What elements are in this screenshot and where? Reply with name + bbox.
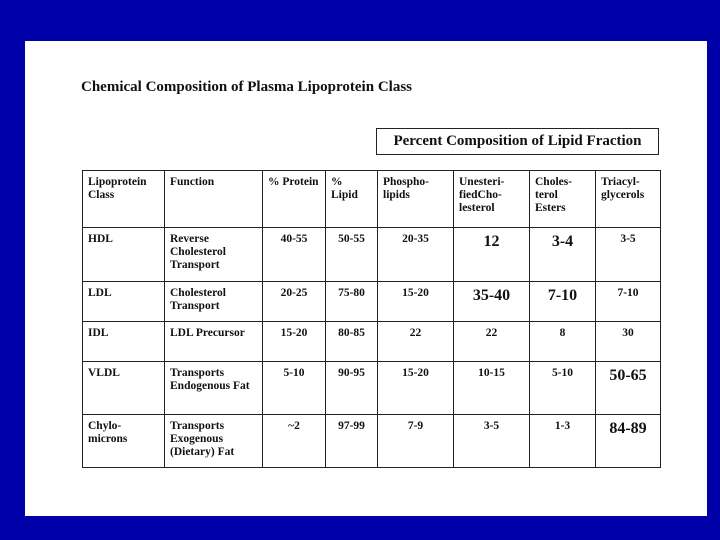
- cell-class: HDL: [83, 228, 165, 282]
- cell-cholesterol-esters: 3-4: [530, 228, 596, 282]
- cell-triacylglycerols: 50-65: [596, 362, 661, 415]
- cell-function: Transports Exogenous (Dietary) Fat: [165, 415, 263, 468]
- lipid-fraction-header: Percent Composition of Lipid Fraction: [376, 128, 659, 155]
- cell-cholesterol-esters: 7-10: [530, 282, 596, 322]
- cell-triacylglycerols: 84-89: [596, 415, 661, 468]
- table-row: [83, 415, 661, 468]
- cell-protein: 40-55: [263, 228, 326, 282]
- cell-class: Chylo-microns: [83, 415, 165, 468]
- header-cholesterol-esters: Choles-terol Esters: [530, 171, 596, 228]
- cell-triacylglycerols: 3-5: [596, 228, 661, 282]
- cell-protein: 20-25: [263, 282, 326, 322]
- cell-function: LDL Precursor: [165, 322, 263, 362]
- cell-protein: ~2: [263, 415, 326, 468]
- table-row: [83, 362, 661, 415]
- cell-triacylglycerols: 30: [596, 322, 661, 362]
- table-row: [83, 282, 661, 322]
- cell-class: LDL: [83, 282, 165, 322]
- cell-unesterified-cholesterol: 10-15: [454, 362, 530, 415]
- cell-class: VLDL: [83, 362, 165, 415]
- cell-lipid: 75-80: [326, 282, 378, 322]
- cell-lipid: 97-99: [326, 415, 378, 468]
- cell-lipid: 90-95: [326, 362, 378, 415]
- header-protein: % Protein: [263, 171, 326, 228]
- cell-triacylglycerols: 7-10: [596, 282, 661, 322]
- cell-lipid: 80-85: [326, 322, 378, 362]
- header-triacylglycerols: Triacyl-glycerols: [596, 171, 661, 228]
- cell-function: Cholesterol Transport: [165, 282, 263, 322]
- cell-phospholipids: 7-9: [378, 415, 454, 468]
- slide-page: [25, 41, 707, 516]
- lipoprotein-composition-table: [82, 170, 661, 468]
- cell-class: IDL: [83, 322, 165, 362]
- cell-protein: 5-10: [263, 362, 326, 415]
- slide-title: Chemical Composition of Plasma Lipoprotein Class: [81, 79, 412, 95]
- header-unesterified-cholesterol: Unesteri-fiedCho-lesterol: [454, 171, 530, 228]
- cell-cholesterol-esters: 1-3: [530, 415, 596, 468]
- cell-lipid: 50-55: [326, 228, 378, 282]
- header-lipoprotein-class: Lipoprotein Class: [83, 171, 165, 228]
- cell-phospholipids: 15-20: [378, 282, 454, 322]
- cell-function: Reverse Cholesterol Transport: [165, 228, 263, 282]
- cell-protein: 15-20: [263, 322, 326, 362]
- header-phospholipids: Phospho-lipids: [378, 171, 454, 228]
- header-lipid: % Lipid: [326, 171, 378, 228]
- cell-cholesterol-esters: 5-10: [530, 362, 596, 415]
- cell-function: Transports Endogenous Fat: [165, 362, 263, 415]
- cell-phospholipids: 22: [378, 322, 454, 362]
- cell-unesterified-cholesterol: 12: [454, 228, 530, 282]
- cell-phospholipids: 20-35: [378, 228, 454, 282]
- cell-phospholipids: 15-20: [378, 362, 454, 415]
- table-header-row: [83, 171, 661, 228]
- cell-unesterified-cholesterol: 35-40: [454, 282, 530, 322]
- cell-unesterified-cholesterol: 3-5: [454, 415, 530, 468]
- header-function: Function: [165, 171, 263, 228]
- cell-cholesterol-esters: 8: [530, 322, 596, 362]
- table-row: [83, 322, 661, 362]
- cell-unesterified-cholesterol: 22: [454, 322, 530, 362]
- table-row: [83, 228, 661, 282]
